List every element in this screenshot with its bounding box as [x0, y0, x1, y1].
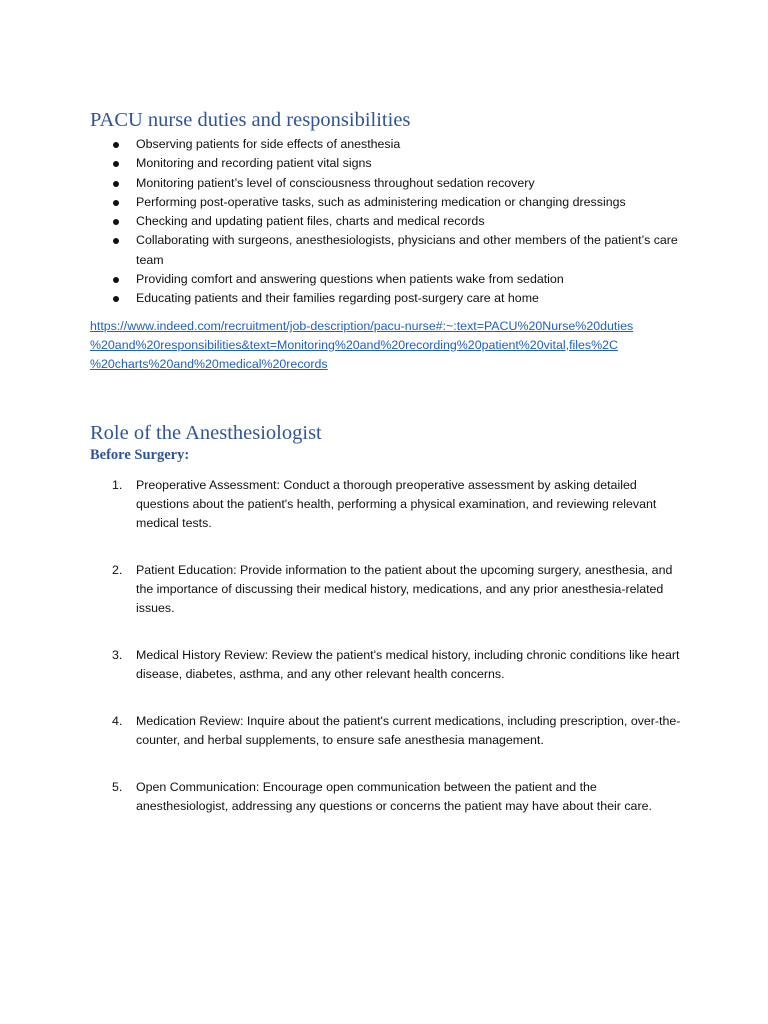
- list-item: 1. Preoperative Assessment: Conduct a thorough preoperative assessment by asking detailed questions about the patient's health, performing a physical examination, and reviewing relevant medical tests.: [112, 478, 657, 530]
- bullet-icon: [113, 219, 119, 225]
- bullet-icon: [113, 142, 119, 148]
- subheading-before-surgery: Before Surgery:: [90, 447, 190, 463]
- bullet-icon: [113, 296, 119, 302]
- list-item: Providing comfort and answering questions when patients wake from sedation: [90, 270, 680, 289]
- list-item: 2. Patient Education: Provide information to the patient about the upcoming surgery, anesthesia, and the importance of discussing their medical history, medications, and any prior anesthesia-related issues.: [112, 563, 673, 615]
- bullet-icon: [113, 161, 119, 167]
- list-item: Performing post-operative tasks, such as administering medication or changing dressings: [90, 193, 680, 212]
- list-item: Checking and updating patient files, charts and medical records: [90, 212, 680, 231]
- bullet-icon: [113, 277, 119, 283]
- list-item: Monitoring and recording patient vital signs: [90, 154, 680, 173]
- bullet-icon: [113, 238, 119, 244]
- source-link[interactable]: https://www.indeed.com/recruitment/job-description/pacu-nurse#:~:text=PACU%20Nurse%20duties %20and%20responsibilities&text=Monitoring%20and%20recording%20patient%20vital,files%2C %20charts%20and%20medical%20records: [90, 319, 634, 371]
- list-item: 5. Open Communication: Encourage open communication between the patient and the anesthesiologist, addressing any questions or concerns the patient may have about their care.: [112, 780, 652, 813]
- list-item: Monitoring patient’s level of consciousness throughout sedation recovery: [90, 174, 680, 193]
- pacu-duties-list: [90, 135, 680, 309]
- bullet-icon: [113, 200, 119, 206]
- list-item: Educating patients and their families regarding post-surgery care at home: [90, 289, 680, 308]
- before-surgery-list: [90, 476, 682, 844]
- section-heading-anesthesiologist: Role of the Anesthesiologist: [90, 422, 322, 444]
- list-item: Collaborating with surgeons, anesthesiologists, physicians and other members of the patient’s care team: [90, 231, 680, 270]
- bullet-icon: [113, 181, 119, 187]
- section-heading-pacu: PACU nurse duties and responsibilities: [90, 109, 411, 131]
- list-item: 4. Medication Review: Inquire about the patient's current medications, including prescription, over-the-counter, and herbal supplements, to ensure safe anesthesia management.: [112, 714, 681, 747]
- list-item: Observing patients for side effects of anesthesia: [90, 135, 680, 154]
- list-item: 3. Medical History Review: Review the patient's medical history, including chronic conditions like heart disease, diabetes, asthma, and any other relevant health concerns.: [112, 648, 680, 681]
